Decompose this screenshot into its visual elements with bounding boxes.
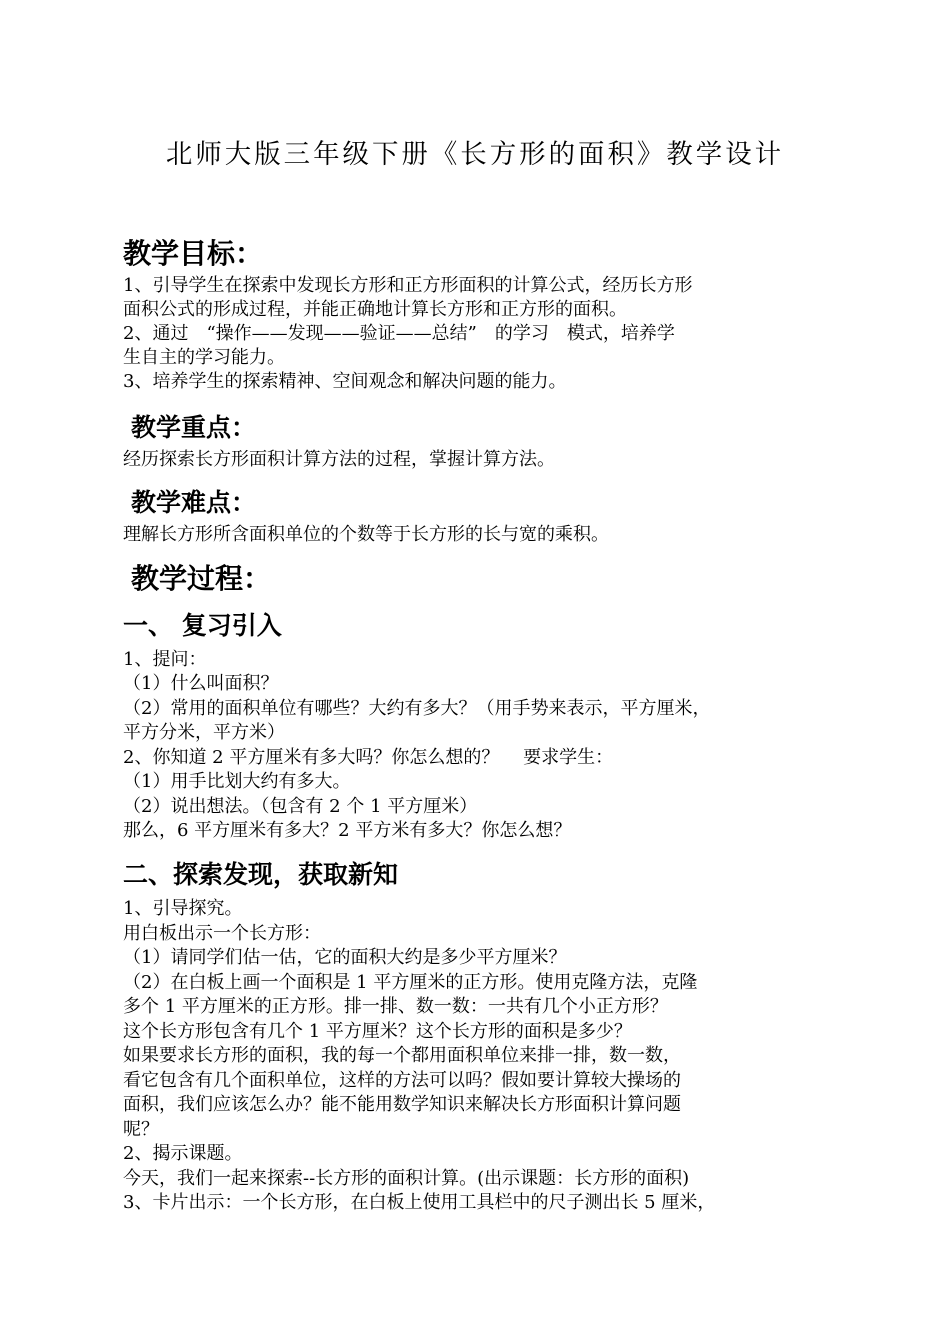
section1-line: （1）什么叫面积？: [123, 673, 279, 694]
section2-line: 这个长方形包含有几个 1 平方厘米？这个长方形的面积是多少？: [123, 1021, 632, 1042]
section1-line: 那么，6 平方厘米有多大？2 平方米有多大？你怎么想？: [123, 820, 572, 841]
section2-line: 多个 1 平方厘米的正方形。排一排、数一数：一共有几个小正方形？: [123, 996, 668, 1017]
section2-line: 如果要求长方形的面积，我的每一个都用面积单位来排一排，数一数，: [123, 1045, 681, 1066]
document-title: 北师大版三年级下册《长方形的面积》教学设计: [165, 139, 785, 170]
section1-heading: 一、 复习引入: [123, 611, 282, 640]
difficulty-heading: 教学难点：: [131, 488, 257, 517]
section2-line: 呢？: [123, 1119, 159, 1140]
objectives-line: 3、培养学生的探索精神、空间观念和解决问题的能力。: [123, 371, 567, 392]
objectives-heading: 教学目标：: [123, 237, 264, 270]
objectives-line: 1、引导学生在探索中发现长方形和正方形面积的计算公式，经历长方形: [123, 275, 693, 296]
section1-line: （1）用手比划大约有多大。: [123, 771, 351, 792]
section2-line: 用白板出示一个长方形：: [123, 923, 321, 944]
key-point-line: 经历探索长方形面积计算方法的过程，掌握计算方法。: [123, 449, 555, 470]
objectives-line: 2、通过 “操作——发现——验证——总结” 的学习 模式，培养学: [123, 323, 675, 344]
section1-line: 1、提问：: [123, 649, 207, 670]
section2-line: 1、引导探究。: [123, 898, 243, 919]
section2-line: 看它包含有几个面积单位，这样的方法可以吗？假如要计算较大操场的: [123, 1070, 681, 1091]
objectives-line: 生自主的学习能力。: [123, 347, 285, 368]
section2-line: （1）请同学们估一估，它的面积大约是多少平方厘米？: [123, 947, 567, 968]
section1-line: （2）常用的面积单位有哪些？大约有多大？（用手势来表示，平方厘米，: [123, 698, 711, 719]
objectives-line: 面积公式的形成过程，并能正确地计算长方形和正方形的面积。: [123, 299, 627, 320]
key-point-heading: 教学重点：: [131, 413, 257, 442]
section2-line: 面积，我们应该怎么办？能不能用数学知识来解决长方形面积计算问题: [123, 1094, 681, 1115]
section2-heading: 二、探索发现，获取新知: [123, 860, 399, 889]
section2-line: 2、揭示课题。: [123, 1143, 243, 1164]
section2-line: 3、卡片出示：一个长方形，在白板上使用工具栏中的尺子测出长 5 厘米，: [123, 1192, 716, 1213]
process-heading: 教学过程：: [131, 562, 272, 595]
section1-line: 2、你知道 2 平方厘米有多大吗？你怎么想的？ 要求学生：: [123, 747, 614, 768]
section1-line: 平方分米，平方米）: [123, 722, 285, 743]
difficulty-line: 理解长方形所含面积单位的个数等于长方形的长与宽的乘积。: [123, 524, 609, 545]
section2-line: 今天，我们一起来探索--长方形的面积计算。(出示课题：长方形的面积): [123, 1168, 690, 1189]
section1-line: （2）说出想法。（包含有 2 个 1 平方厘米）: [123, 796, 478, 817]
section2-line: （2）在白板上画一个面积是 1 平方厘米的正方形。使用克隆方法，克隆: [123, 972, 698, 993]
